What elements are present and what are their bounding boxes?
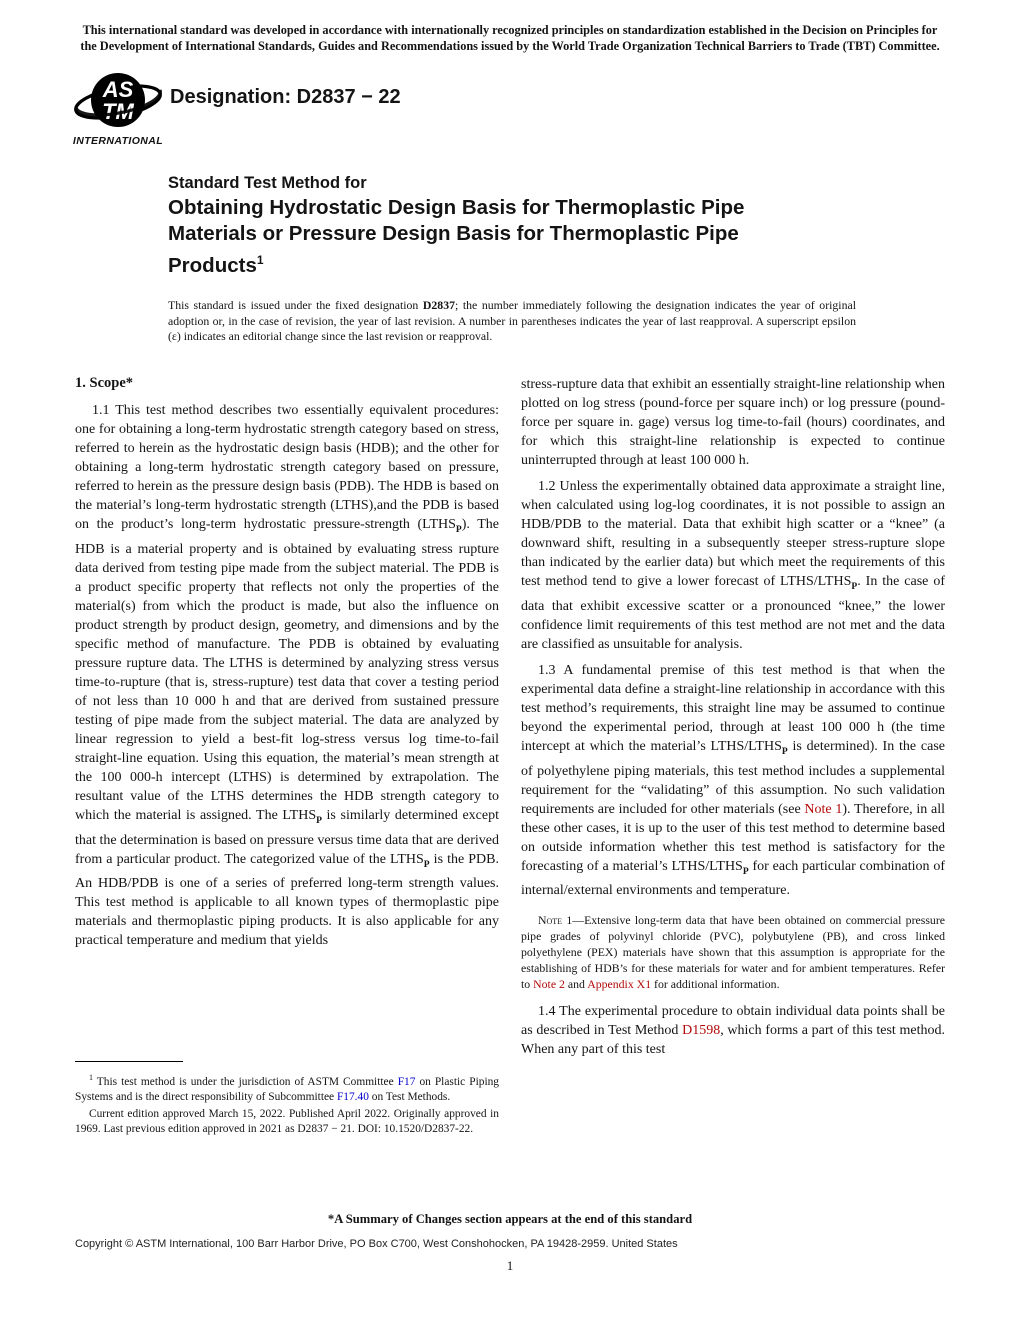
text-segment: P — [455, 524, 462, 535]
text-segment: Extensive long-term data that have been obtained on commercial pressure pipe grades of polyvinyl chloride (PVC), polybutylene (PB), and cross linked polyethylene (PEX) materials have shown that this assumption is appropriate for the establishing of HDB’s for these materials for water and for ambient temperatures. Refer to — [521, 913, 945, 992]
footnote-2 — [75, 1107, 499, 1138]
designation-label: Designation: D2837 − 22 — [170, 86, 401, 108]
body-columns — [75, 375, 945, 1190]
doc-link-f17[interactable]: F17 — [397, 1075, 416, 1088]
text-segment: P — [781, 746, 788, 757]
title-line-1: Obtaining Hydrostatic Design Basis for Thermoplastic Pipe — [168, 196, 745, 219]
text-segment: 1.4 The experimental procedure to obtain individual data points shall be as described in Test Method — [521, 1004, 945, 1039]
text-segment: P — [316, 815, 322, 826]
doc-link-note-2[interactable]: Note 2 — [533, 977, 565, 992]
title-footnote-ref: 1 — [256, 253, 264, 267]
doc-link-d1598[interactable]: D1598 — [682, 1023, 721, 1039]
text-segment: on Test Methods. — [368, 1091, 451, 1104]
text-segment: on Plastic Piping Systems and is the direct responsibility of Subcommittee — [75, 1075, 499, 1104]
astm-globe-icon — [74, 68, 162, 134]
document-title — [168, 172, 868, 279]
text-segment: , which forms a part of this test method. When any part of this test — [521, 1023, 945, 1058]
text-segment: P — [742, 866, 749, 877]
logo-subtitle: INTERNATIONAL — [72, 135, 164, 147]
text-segment: 1.2 Unless the experimentally obtained data approximate a straight line, when calculated using log-log coordinates, it is not possible to assign an HDB/PDB to the material. Data that exhibit high scatter or a “knee” (a downward shift, resulting in a subsequently steeper stress-rupture slope than indicated by the earlier data) but which meet the requirements of this test method tend to give a lower forecast of LTHS/LTHS — [521, 479, 945, 589]
text-segment: D2837 — [422, 298, 456, 312]
text-segment: This test method is under the jurisdiction of ASTM Committee — [92, 1075, 398, 1088]
title-line-2: Materials or Pressure Design Basis for Thermoplastic Pipe — [168, 222, 739, 245]
text-segment: 1.3 A fundamental premise of this test method is that when the experimental data define a straight-line relationship in accordance with this test method’s requirements, this straight line may be assumed to continue beyond the experimental period, through at least 100 000 h (the time intercept at which the material’s LTHS/LTHS — [521, 662, 945, 754]
scope-heading: 1. Scope* — [75, 375, 133, 391]
text-segment: for additional information. — [651, 977, 780, 992]
text-segment: P — [851, 581, 858, 592]
right-column — [521, 375, 945, 1190]
doc-link-appendix-x1[interactable]: Appendix X1 — [587, 977, 652, 992]
title-line-3: Products$^1$ — [168, 253, 264, 277]
text-segment: is the PDB. An HDB/PDB is one of a series of preferred long-term strength values. This test method is applicable to all known types of thermoplastic pipe materials and thermoplastic piping products. It is also applicable for any practical temperature and medium that yields — [75, 851, 499, 949]
note-1 — [521, 912, 945, 992]
wto-disclaimer: This international standard was developed in accordance with internationally recognized principles on standardization established in the Decision on Principles for the Development of International Standards, Guides and Recommendations issued by the World Trade Organization Technical Barriers to Trade (TBT) Committee. — [80, 23, 940, 53]
footnote-1 — [75, 1070, 499, 1106]
copyright-line: Copyright © ASTM International, 100 Barr Harbor Drive, PO Box C700, West Conshohocken, PA 19428-2959. United States — [75, 1238, 678, 1250]
text-segment: and — [564, 977, 588, 992]
doc-link-note-1[interactable]: Note 1 — [804, 801, 843, 817]
text-segment: 1 — [89, 1073, 93, 1082]
text-segment: This standard is issued under the fixed designation — [168, 298, 423, 312]
page-number: 1 — [506, 1258, 514, 1273]
text-segment: . In the case of data that exhibit excessive scatter or a pronounced “knee,” the lower confidence limit requirements of this test method are not met and the data are classified as unsuitable for analysis. — [521, 574, 946, 652]
paragraph-1-4 — [521, 1002, 945, 1059]
text-segment: ; the number immediately following the designation indicates the year of original adoption or, in the case of revision, the year of last revision. A number in parentheses indicates the year of last reapproval. A superscript epsilon (ε) indicates an editorial change since the last revision or reapproval. — [168, 298, 856, 343]
text-segment: ). The HDB is a material property and is obtained by evaluating stress rupture data derived from testing pipe made from the subject material. The PDB is a product specific property that reflects not only the properties of the material(s) from which the product is made, but also the influence on product strength by product design, geometry, and dimensions and by the specific method of manufacture. The PDB is obtained by evaluating pressure rupture data. The LTHS is determined by analyzing stress versus time-to-rupture (that is, stress-rupture) test data that cover a testing period of not less than 10 000 h and that are derived from sustained pressure testing of pipe made from the subject material. The data are analyzed by linear regression to yield a best-fit log-stress versus log time-to-fail straight-line equation. Using this equation, the material’s mean strength at the 100 000-h intercept (LTHS) is determined by extrapolation. The resultant value of the LTHS determines the HDB strength category to which the material is assigned. The LTHS — [75, 517, 499, 823]
text-segment: is determined). In the case of polyethylene piping materials, this test method includes a supplemental requirement for the “validating” of this assumption. No such validation requirements are included for other materials (see — [521, 738, 945, 817]
title-eyebrow: Standard Test Method for — [168, 174, 367, 192]
footnote-block — [75, 1061, 499, 1138]
astm-logo — [72, 68, 164, 147]
paragraph-1-1 — [75, 401, 499, 950]
paragraph-1-2 — [521, 477, 945, 654]
text-segment: stress-rupture data that exhibit an essentially straight-line relationship when plotted on log stress (pound-force per square inch) or log pressure (pound-force per square in. gage) versus log time-to-fail (hours) coordinates, and for which this straight-line relationship is expected to continue uninterrupted through at least 100 000 h. — [521, 377, 945, 468]
summary-of-changes-line: *A Summary of Changes section appears at the end of this standard — [327, 1212, 693, 1226]
text-segment: ). Therefore, in all these other cases, it is up to the user of this test method to determine based on outside information whether this test method is satisfactory for the forecasting of a material’s LTHS/LTHS — [521, 801, 945, 874]
paragraph-1-3 — [521, 661, 945, 901]
text-segment: Note 1— — [538, 913, 585, 928]
text-segment: Current edition approved March 15, 2022. Published April 2022. Originally approved in 1969. Last previous edition approved in 2021 as D2837 − 21. DOI: 10.1520/D2837-22. — [75, 1107, 499, 1136]
paragraph-1-1-continued — [521, 375, 945, 470]
text-segment: 1.1 This test method describes two essentially equivalent procedures: one for obtaining a long-term hydrostatic strength category based on stress, referred to herein as the hydrostatic design basis (HDB); and the other for obtaining a long-term hydrostatic strength category based on pressure, referred to herein as the pressure design basis (PDB). The HDB is based on the material’s long-term hydrostatic strength (LTHS),and the PDB is based on the product’s long-term hydrostatic pressure-strength (LTHS — [75, 403, 499, 532]
logo-letters-bottom: TM — [102, 99, 134, 124]
footnote-rule — [75, 1061, 183, 1062]
text-segment: is similarly determined except that the determination is based on pressure versus time data that are derived from a particular product. The categorized value of the LTHS — [75, 807, 499, 867]
doc-link-f17-40[interactable]: F17.40 — [336, 1091, 369, 1104]
logo-letters-top: AS — [102, 77, 134, 102]
text-segment: P — [423, 859, 430, 870]
issue-note — [168, 298, 856, 345]
text-segment: for each particular combination of internal/external environments and temperature. — [521, 858, 946, 899]
left-column — [75, 375, 499, 1190]
